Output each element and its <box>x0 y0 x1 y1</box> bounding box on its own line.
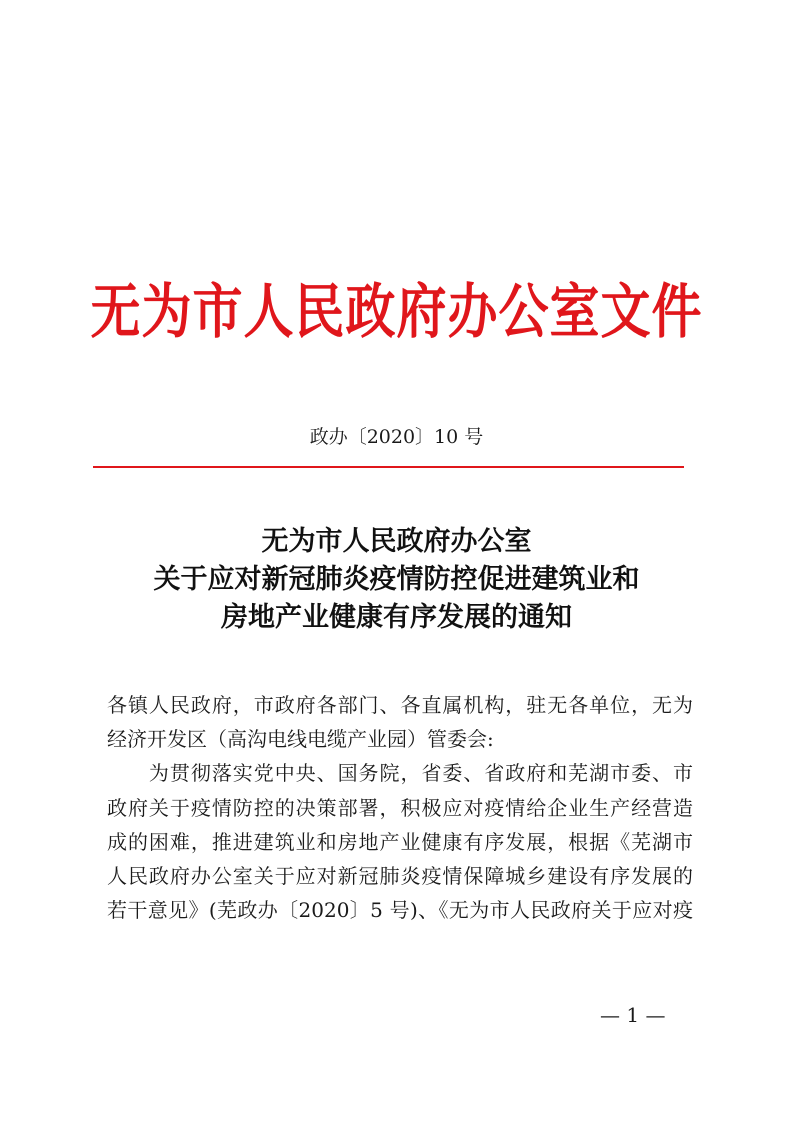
document-body <box>107 688 693 927</box>
body-line: 政府关于疫情防控的决策部署，积极应对疫情给企业生产经营造 <box>107 795 693 820</box>
subject-line: 房地产业健康有序发展的通知 <box>221 602 572 633</box>
issuer-title: 无为市人民政府办公室文件 <box>90 276 703 347</box>
body-line: 为贯彻落实党中央、国务院，省委、省政府和芜湖市委、市 <box>107 761 693 786</box>
page-number: — 1 — <box>600 1003 666 1027</box>
body-line-salutation: 经济开发区（高沟电线电缆产业园）管委会: <box>107 727 494 752</box>
body-line: 成的困难，推进建筑业和房地产业健康有序发展，根据《芜湖市 <box>107 829 693 854</box>
body-line-salutation: 各镇人民政府，市政府各部门、各直属机构，驻无各单位，无为 <box>107 693 693 717</box>
red-divider-line <box>93 466 684 468</box>
document-subject <box>0 523 793 637</box>
subject-line: 关于应对新冠肺炎疫情防控促进建筑业和 <box>153 564 640 595</box>
body-line: 人民政府办公室关于应对新冠肺炎疫情保障城乡建设有序发展的 <box>107 863 693 888</box>
body-line: 若干意见》(芜政办〔2020〕5 号)、《无为市人民政府关于应对疫 <box>107 898 693 923</box>
subject-line: 无为市人民政府办公室 <box>261 526 532 557</box>
document-number: 政办〔2020〕10 号 <box>309 426 484 448</box>
